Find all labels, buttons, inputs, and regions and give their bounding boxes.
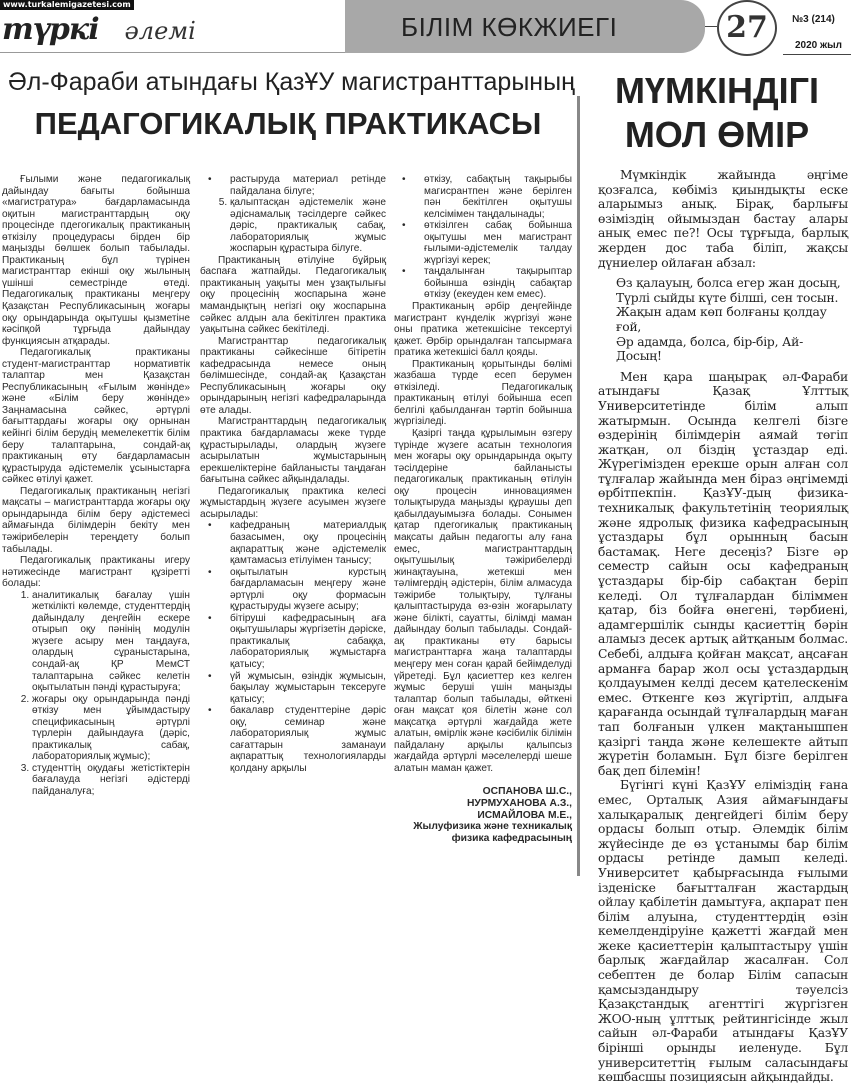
paragraph: Мен қара шаңырақ әл-Фараби атындағы Қазақ Ұлттық Университетінде білім алып жатырмын. Осында келгелі бізге өздерінің білімдерін аямай төгіп жатқан, ол біздің ұстаздар еді. Жүрегімізден ерекше орын алған сол тұлғалар жайында мен біраз әңгімемді өрбітпекпін. ҚазҰУ-дың физика-техникалық факультетінің теориялық және ядролық физика кафедрасының ұстаздары бұл орынның басын бастамақ. Неге десеңіз? Бізге әр семестр сайын осы кафедраның ұстаздары бір-бір сабақтан беріп келеді. Ол тұлғалардан біліммен қатар, біз бойға өнегені, тәрбиені, адамгершілік сынды қасиеттің бәрін аламыз десек артық айтқаным болмас. Себебі, алдыға қойған мақсат, аңсаған арманға барар жол осы ұстаздардың қолдауымен келді десем қателескенім емес. Өткенге көз жүгіртіп, алдыға қарағанда осындай тұлғалардың маған тап болғанын үлкен мақтанышпен қазіргі таңда және келешекте айтып жүретін боламын. Бұл бізге берілген бақ деп білемін! — [598, 369, 848, 778]
column-divider — [577, 96, 580, 876]
list-item: 1. аналитикалық бағалау үшін жеткілікті көлемде, студенттердің дайындалу деңгейін ескере отырып оқу пәнінің модулін жүзеге асыру мен таңдауға, олардың сұраныстарына, сондай-ақ ҚР МемСТ талаптарына сәйкес келетін оқытылатын пәнді құрастыруға; — [32, 590, 190, 694]
author-affiliation: Жылуфизика және техникалық — [413, 821, 572, 833]
newspaper-logo — [2, 12, 196, 48]
list-item: • өткізу, сабақтың тақырыбы магисрантпен және берілген пән бекітілген оқытушы келсімімен таңдалынады; — [424, 174, 572, 220]
author: ОСПАНОВА Ш.С., — [482, 786, 572, 798]
page-number-badge — [717, 0, 777, 56]
website-label: www.turkalemigazetesi.com — [0, 0, 134, 10]
paragraph: Қазіргі таңда құрылымын өзгеру түрінде жүзеге асатын технология мен жоғары оқу орындарында оқыту тәсілдеріне байланысты педагогикалық практиканың өтілуін оқу процесін инновациямен толықтыруда маңызды құраушы деп қабылдауымызға болады. Сонымен қатар пдегогикалық практиканың мақсаты дайын педагогты алу ғана емес, магистранттардың оқытушылық тәжірибелерді жинақтауына, жетекші мен тәлімгердің әдістерін, білім алмасуда тәжірибе толықтыру, тұлғаны қалыптастыруда өз-өзін жоғарылату және білікті, сауатты, білімді маман дайындау болып табылады. Сондай-ақ практиканы өту барысы магистранттарға жаңа талаптарды меңгеру мен соған қарай бейімделуді үйретеді. Бұл қасиеттер кез келген жұмыс беруші үшін маңызды талаптар болып табылады, өйткені оған мақсат қоя білетін және сол мақсатқа әртүрлі жағдайда жете алатын, өмірлік және кәсібилік білімін пайдалану арқылы қалыпсыз жағдайда әртүрлі мәселелерді шеше алатын маман қажет. — [394, 428, 572, 774]
left-article-column-3 — [394, 174, 572, 844]
list-item: • кафедраның материалдық базасымен, оқу процесінің ақпараттық және әдістемелік қамтамасыз етілуімен танысу; — [230, 520, 386, 566]
bullet-list — [200, 174, 386, 197]
paragraph: Педагогикалық практиканың негізгі мақсаты – магистранттарда жоғары оқу орындарында білім беру әдістемесі аймағында білімдерін бекіту мен тәжірибелерін тереңдету болып табылады. — [2, 485, 190, 555]
list-item: • растыруда материал ретінде пайдалана білуге; — [230, 174, 386, 197]
paragraph: Практиканың әрбір деңгейінде магистрант күнделік жүргізуі және оны пратика жетекшісіне тексертуі қажет. Әрбір орындалған тапсырмаға пратика жетекшісі балл қояды. — [394, 301, 572, 359]
right-article-body — [598, 168, 848, 1085]
year-rule — [783, 54, 851, 55]
right-article-title-1: МҮМКІНДІГІ — [614, 70, 820, 111]
bullet-list — [200, 520, 386, 774]
right-article-title-2: МОЛ ӨМІР — [624, 114, 810, 155]
bullet-list — [394, 220, 572, 301]
list-item: • оқытылатын курстың бағдарламасын меңгеру және әртүрлі оқу формасын құрастыруды жүзеге асыру; — [230, 567, 386, 613]
paragraph: Ғылыми және педагогикалық дайындау бағыты бойынша «магистратура» бағдарламасында оқитын магистранттардың оқу процесінде пдегогикалық практиканың өткізілу процедурасы бірден бір маңызды бөлшек болып табылады. Практиканың бұл түрінен магистранттар екінші оқу жылының үшінші семестрінде өтеді. Педагогикалық практиканы меңгеру Қазақстан Республикасының жоғары оқу орындарында оқытушы қызметіне кәсіпқой тұрғыда дайындау функциясын атқарады. — [2, 174, 190, 347]
page-number: 27 — [726, 10, 768, 45]
list-item: 5. қалыптасқан әдістемелік және әдіснамалық тәсілдерге сәйкес дәріс, практикалық сабақ, лабораториялық жұмыс жоспарын құрастыра білуге. — [230, 197, 386, 255]
bullet-list — [394, 174, 572, 220]
ornament-line — [705, 26, 717, 27]
numbered-list — [2, 590, 190, 798]
author: НУРМУХАНОВА А.З., — [467, 797, 572, 809]
list-item: • үй жұмысын, өзіндік жұмысын, бақылау жұмыстарын тексеруге қатысу; — [230, 671, 386, 706]
issue-year: 2020 жыл — [795, 40, 843, 51]
left-article-column-1 — [2, 174, 190, 798]
issue-number: №3 (214) — [792, 14, 835, 25]
list-item: 2. жоғары оқу орындарында пәнді өткізу мен ұйымдастыру спецификасының әртүрлі түрлерін дайындауға (дәріс, практикалық сабақ, лабораториялық жұмыс); — [32, 694, 190, 763]
poem — [616, 276, 848, 364]
paragraph: Практиканың қорытынды бөлімі жазбаша түрде есеп берумен өткізіледі. Педагогикалық практиканың өтілуі бойынша есеп белгілі қабылданған тәртіп бойынша жүргізіледі. — [394, 358, 572, 428]
list-item: • өткізілген сабақ бойынша оқытушы мен магистрант ғылыми-әдістемелік талдау жүргізуі керек; — [424, 220, 572, 266]
left-article-column-2 — [200, 174, 386, 774]
list-item: 3. студенттің оқудағы жетістіктерін бағалауда негізгі әдістерді пайданалуға; — [32, 763, 190, 798]
paragraph: Мүмкіндік жайында әңгіме қозғалса, көбіміз қиындықты еске аларымыз анық. Бірақ, барлығы өзіміздің ойымыздан бастау алары анық емес пе?! Осы тұрғыда, барлық жерден дос таба біліп, жақсы дүниелер ойлаған абзал: — [598, 168, 848, 270]
author-affiliation: физика кафедрасының — [451, 832, 572, 844]
paragraph: Педагогикалық практиканы студент-магистранттар нормативтік талаптар мен Қазақстан Республикасының «Ғылым жөнінде» және «Білім беру жөнінде» Заңнамасына сәйкес, әртүрлі бағыттардағы жоғары оқу орнынан кейінгі білім берудің мемелекеттік білім беру талаптарына, сондай-ақ практиканың өту бағдарламасын құрастыруда әдістемелік ұсыныстарға сәйкес өтілуі қажет. — [2, 347, 190, 486]
list-item: • таңдалынған тақырыптар бойынша өзіндің сабақтар өткізу (екеуден кем емес). — [424, 266, 572, 301]
author: ИСМАЙЛОВА М.Е., — [477, 809, 572, 821]
list-item: • бакалавр студенттеріне дәріс оқу, семинар және лабораториялық жұмыс сағаттарын заманауи ақпараттық технологияларды қолдану арқылы — [230, 705, 386, 774]
paragraph: Педагогикалық практиканы игеру нәтижесінде магистрант құзіретті болады: — [2, 555, 190, 590]
section-band — [345, 0, 705, 53]
left-article-title: Әл-Фараби атындағы ҚазҰУ магистранттарының — [8, 68, 575, 96]
poem-line: Түрлі сыйды күте білші, сен тосын. — [616, 290, 839, 305]
paragraph: Педагогикалық практика келесі жұмыстардың жүзеге асуымен жүзеге асырылады: — [200, 485, 386, 520]
poem-line: Жақын адам көп болғаны қолдау ғой, — [616, 305, 827, 334]
logo-word-1: түркі — [2, 12, 99, 47]
paragraph: Магистранттардың педагогикалық практика бағдарламасы жеке түрде құрастырылады, олардың жүзеге асырылатын жұмыстарының ерекшеліктеріне байланысты таңдаған бағытына сәйкес айқындалады. — [200, 416, 386, 486]
header-rule — [0, 52, 345, 53]
logo-word-2: әлемі — [124, 17, 196, 45]
section-title: БІЛІМ КӨКЖИЕГІ — [401, 12, 618, 42]
left-article-subtitle: ПЕДАГОГИКАЛЫҚ ПРАКТИКАСЫ — [34, 106, 542, 141]
list-item: • бітіруші кафедрасының аға оқытушылары жүргізетін дәріске, практикалық сабаққа, лабораториялық жұмыстарға қатысу; — [230, 613, 386, 671]
poem-line: Әр адамда, болса, бір-бір, Ай-Досың! — [616, 334, 804, 364]
numbered-list — [200, 197, 386, 255]
paragraph: Практиканың өтілуіне бұйрық баспаға жатпайды. Педагогикалық практиканың уақыты мен ұзақтылығы оқу процесінің жоспарына және мамандықтың негізгі оқу жоспарына сәйкес алдын ала бекітілген практика уақытына сәйкес бекітіледі. — [200, 254, 386, 336]
paragraph: Бүгінгі күні ҚазҰУ еліміздің ғана емес, Орталық Азия аймағындағы халықаралық деңгейдегі білім беру ордасы болып отыр. Әлемдік білім жүйесінде де өз ұстанымы бар білім ордасы ретінде дамып келеді. Университет қабырғасында ғылыми ізденіске бағытталған жастардың ойлау қабілетін дамытуға, ақпарат пен білім алуына, студенттердің өзін кемелдендіруіне қажетті жағдай мен жеке қасиеттерін қалыптастыру үшін барлық жағдайлар жасалған. Сол себептен де болар Білім сапасын қамсыздандыру тәуелсіз Қазақстандық агенттігі жүргізген ЖОО-ның ұлттық рейтингісінде жыл сайын әл-Фараби атындағы ҚазҰУ бірінші орынды иеленуде. Бұл университеттің ғылым саласындағы көшбасшы позициясын айқындайды. — [598, 778, 848, 1085]
article-authors — [394, 786, 572, 844]
poem-line: Өз қалауың, болса егер жан досың, — [616, 276, 841, 291]
paragraph: Магистранттар педагогикалық практиканы сәйкесінше бітіретін кафедрасында немесе оның бөлімшесінде, сондай-ақ Қазақстан Республикасының жоғары оқу орындарының негізгі кафедраларында өте алады. — [200, 335, 386, 416]
